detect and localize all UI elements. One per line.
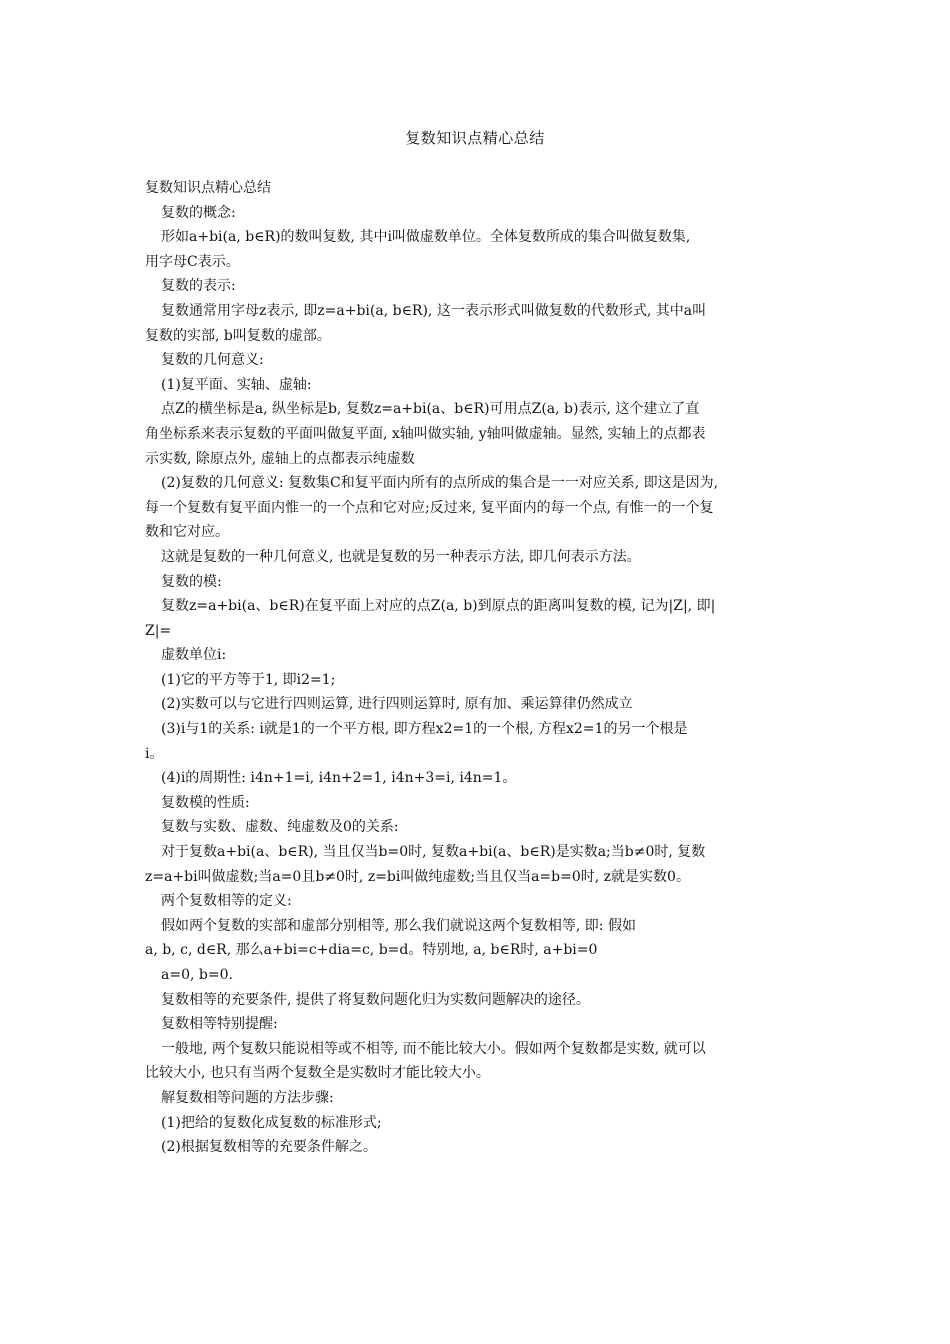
text-line: Z|= [145, 622, 172, 639]
text-line: (2)根据复数相等的充要条件解之。 [161, 1139, 377, 1156]
text-line: 复数z=a+bi(a、b∈R)在复平面上对应的点Z(a, b)到原点的距离叫复数的模, 记为|Z|, 即| [161, 598, 716, 615]
text-line: 复数的模: [161, 573, 222, 590]
text-line: (2)复数的几何意义: 复数集C和复平面内所有的点所成的集合是一一对应关系, 即这是因为, [161, 475, 719, 492]
text-line: (3)i与1的关系: i就是1的一个平方根, 即方程x2=1的一个根, 方程x2=1的另一个根是 [161, 721, 688, 738]
text-line: 数和它对应。 [145, 524, 229, 541]
text-line: a=0, b=0. [161, 967, 233, 983]
text-line: 复数相等特别提醒: [161, 1016, 278, 1033]
text-line: 形如a+bi(a, b∈R)的数叫复数, 其中i叫做虚数单位。全体复数所成的集合叫做复数集, [161, 229, 691, 246]
text-line: 复数通常用字母z表示, 即z=a+bi(a, b∈R), 这一表示形式叫做复数的代数形式, 其中a叫 [161, 302, 707, 319]
text-line: 比较大小, 也只有当两个复数全是实数时才能比较大小。 [145, 1065, 490, 1082]
text-line: 复数模的性质: [161, 794, 250, 811]
text-line: 复数知识点精心总结 [145, 180, 271, 196]
text-line: 虚数单位i: [161, 647, 227, 664]
text-line: 每一个复数有复平面内惟一的一个点和它对应;反过来, 复平面内的每一个点, 有惟一的一个复 [145, 499, 714, 516]
page-title: 复数知识点精心总结 [405, 129, 545, 147]
text-line: 解复数相等问题的方法步骤: [161, 1089, 334, 1106]
text-line: 复数的概念: [161, 204, 236, 221]
text-line: (1)把给的复数化成复数的标准形式; [161, 1114, 382, 1131]
text-line: (4)i的周期性: i4n+1=i, i4n+2=1, i4n+3=i, i4n=1。 [161, 770, 517, 787]
text-line: (1)它的平方等于1, 即i2=1; [161, 671, 336, 688]
text-line: 复数相等的充要条件, 提供了将复数问题化归为实数问题解决的途径。 [161, 991, 590, 1008]
text-line: a, b, c, d∈R, 那么a+bi=c+dia=c, b=d。特别地, a, b∈R时, a+bi=0 [145, 942, 598, 959]
text-line: 示实数, 除原点外, 虚轴上的点都表示纯虚数 [145, 450, 415, 467]
text-line: 两个复数相等的定义: [161, 893, 292, 910]
text-line: z=a+bi叫做虚数;当a=0且b≠0时, z=bi叫做纯虚数;当且仅当a=b=0时, z就是实数0。 [145, 868, 690, 885]
text-line: 这就是复数的一种几何意义, 也就是复数的另一种表示方法, 即几何表示方法。 [161, 548, 641, 565]
text-line: 一般地, 两个复数只能说相等或不相等, 而不能比较大小。假如两个复数都是实数, 就可以 [161, 1040, 706, 1057]
text-line: 复数与实数、虚数、纯虚数及0的关系: [161, 819, 399, 836]
text-line: 假如两个复数的实部和虚部分别相等, 那么我们就说这两个复数相等, 即: 假如 [161, 917, 636, 934]
text-line: (1)复平面、实轴、虚轴: [161, 376, 312, 393]
text-line: (2)实数可以与它进行四则运算, 进行四则运算时, 原有加、乘运算律仍然成立 [161, 696, 633, 713]
text-line: 点Z的横坐标是a, 纵坐标是b, 复数z=a+bi(a、b∈R)可用点Z(a, b)表示, 这个建立了直 [161, 401, 700, 418]
text-line: i。 [145, 745, 164, 762]
text-line: 角坐标系来表示复数的平面叫做复平面, x轴叫做实轴, y轴叫做虚轴。显然, 实轴上的点都表 [145, 425, 706, 442]
text-line: 用字母C表示。 [145, 253, 240, 270]
document-body [145, 176, 813, 1160]
text-line: 复数的表示: [161, 278, 236, 295]
text-line: 复数的几何意义: [161, 352, 264, 369]
text-line: 对于复数a+bi(a、b∈R), 当且仅当b=0时, 复数a+bi(a、b∈R)是实数a;当b≠0时, 复数 [161, 844, 706, 861]
text-line: 复数的实部, b叫复数的虚部。 [145, 327, 331, 344]
